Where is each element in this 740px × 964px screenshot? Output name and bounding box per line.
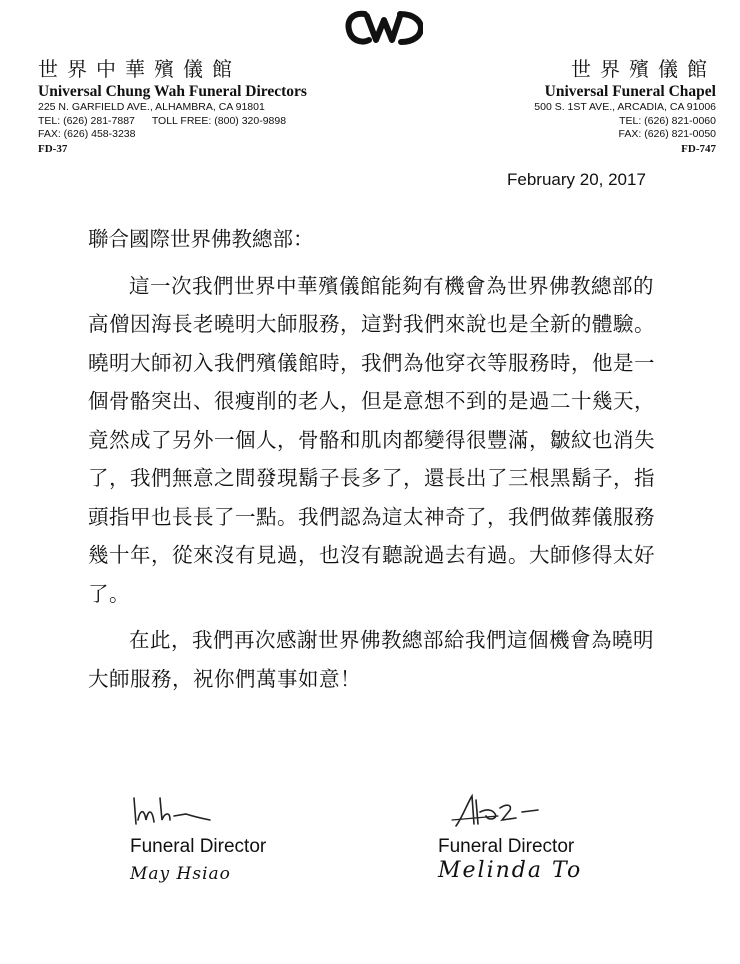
left-english-name: Universal Chung Wah Funeral Directors <box>38 83 307 100</box>
left-signature-title: Funeral Director <box>130 836 267 857</box>
left-signature-scribble-icon <box>130 790 240 832</box>
left-tel: TEL: (626) 281-7887 <box>38 114 135 127</box>
letter-body <box>88 220 668 698</box>
left-address: 225 N. GARFIELD AVE., ALHAMBRA, CA 91801 <box>38 101 265 113</box>
right-chinese-name: 世界殯儀館 <box>571 57 716 81</box>
body-paragraph-1: 這一次我們世界中華殯儀館能夠有機會為世界佛教總部的高僧因海長老曉明大師服務，這對我們來說也是全新的體驗。曉明大師初入我們殯儀館時，我們為他穿衣等服務時，他是一個骨骼突出、很瘦削的老人，但是意想不到的是過二十幾天，竟然成了另外一個人，骨骼和肌肉都變得很豐滿，皺紋也消失了，我們無意之間發現鬍子長多了，還長出了三根黑鬍子，指頭指甲也長長了一點。我們認為這太神奇了，我們做葬儀服務幾十年，從來沒有見過，也沒有聽說過去有過。大師修得太好了。 <box>88 273 655 606</box>
left-signature-name: May Hsiao <box>130 864 231 884</box>
body-paragraph-2: 在此，我們再次感謝世界佛教總部給我們這個機會為曉明大師服務，祝你們萬事如意！ <box>88 628 654 691</box>
right-address: 500 S. 1ST AVE., ARCADIA, CA 91006 <box>534 101 716 113</box>
right-signature-name: Melinda To <box>438 858 583 883</box>
right-fax: FAX: (626) 821-0050 <box>618 128 716 140</box>
right-english-name: Universal Funeral Chapel <box>544 83 716 100</box>
left-fax: FAX: (626) 458-3238 <box>38 128 136 140</box>
right-signature-title: Funeral Director <box>438 836 575 857</box>
right-signature-scribble-icon <box>438 790 578 832</box>
left-phone-row <box>38 115 398 129</box>
left-code: FD-37 <box>38 142 68 155</box>
cwd-monogram-icon <box>345 8 423 48</box>
right-tel: TEL: (626) 821-0060 <box>619 114 716 127</box>
salutation: 聯合國際世界佛教總部： <box>88 227 314 251</box>
left-toll-free: TOLL FREE: (800) 320-9898 <box>151 114 287 127</box>
left-chinese-name: 世界中華殯儀館 <box>38 57 241 81</box>
right-signature-block <box>438 790 582 883</box>
right-letterhead <box>416 56 716 156</box>
left-signature-block <box>130 790 266 884</box>
letter-date: February 20, 2017 <box>507 170 646 189</box>
left-letterhead <box>38 56 398 156</box>
right-code: FD-747 <box>681 142 716 155</box>
